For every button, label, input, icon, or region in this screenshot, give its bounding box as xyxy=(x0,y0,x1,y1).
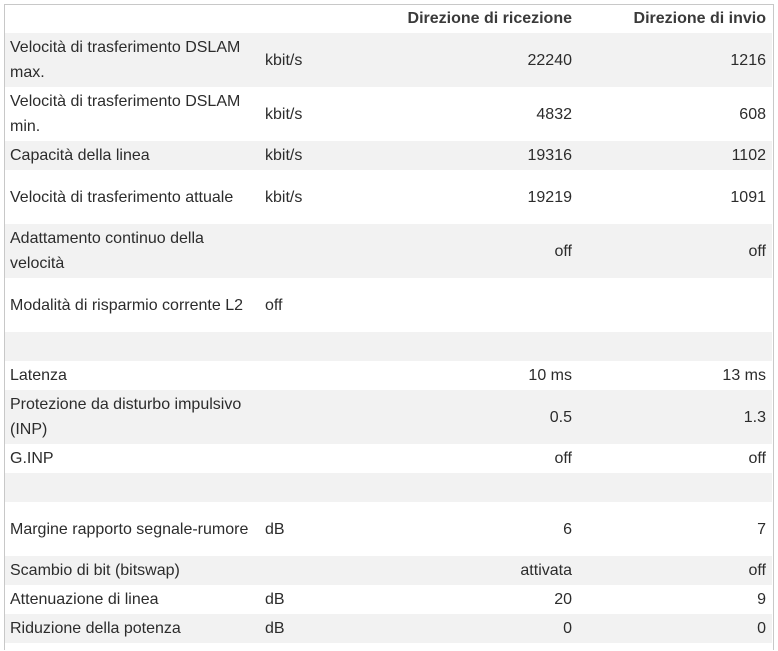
header-rx: Direzione di ricezione xyxy=(335,5,578,33)
row-rx-value: 0.5 xyxy=(335,390,578,444)
row-rx-value xyxy=(335,473,578,502)
row-tx-value: off xyxy=(578,556,772,585)
row-label: Velocità di trasferimento DSLAM min. xyxy=(10,93,241,135)
row-tx-value: 608 xyxy=(739,105,766,123)
row-unit: kbit/s xyxy=(265,105,303,123)
row-unit: dB xyxy=(265,520,285,538)
row-tx-value: 1.3 xyxy=(578,390,772,444)
table-row xyxy=(5,502,772,556)
row-label: G.INP xyxy=(10,450,54,467)
row-rx-value: 19316 xyxy=(335,141,578,170)
row-tx-value: 1102 xyxy=(578,141,772,170)
table-row xyxy=(5,33,772,87)
row-label: Capacità della linea xyxy=(5,141,260,170)
table-row xyxy=(5,361,772,390)
row-label: Scambio di bit (bitswap) xyxy=(5,556,260,585)
row-rx-value: attivata xyxy=(335,556,578,585)
row-unit: dB xyxy=(265,591,285,608)
row-label: Latenza xyxy=(10,367,67,384)
row-tx-value: 13 ms xyxy=(722,367,766,384)
row-tx-value xyxy=(578,332,772,361)
row-label: Margine rapporto segnale-rumore xyxy=(10,520,249,538)
row-unit xyxy=(260,390,335,444)
row-unit xyxy=(260,444,335,473)
row-tx-value: 9 xyxy=(757,591,766,608)
row-rx-value: 6 xyxy=(563,520,572,538)
row-unit: kbit/s xyxy=(265,188,303,206)
table-row xyxy=(5,444,772,473)
table-row xyxy=(5,614,772,643)
table-row xyxy=(5,390,772,444)
row-label: Adattamento continuo della velocità xyxy=(5,224,260,278)
row-rx-value: 20 xyxy=(554,591,572,608)
row-label: Modalità di risparmio corrente L2 xyxy=(10,296,243,314)
row-unit xyxy=(260,361,335,390)
row-label: Velocità di trasferimento attuale xyxy=(10,188,234,206)
row-unit xyxy=(260,332,335,361)
row-tx-value: 1216 xyxy=(578,33,772,87)
table-row xyxy=(5,585,772,614)
row-tx-value: 0 xyxy=(578,614,772,643)
header-label-cell xyxy=(5,5,260,33)
row-rx-value: 19219 xyxy=(527,188,572,206)
row-unit: dB xyxy=(260,614,335,643)
row-unit: kbit/s xyxy=(260,33,335,87)
row-rx-value: off xyxy=(335,224,578,278)
row-label: Velocità di trasferimento DSLAM max. xyxy=(5,33,260,87)
row-label: Riduzione della potenza xyxy=(5,614,260,643)
row-unit xyxy=(260,224,335,278)
table-row xyxy=(5,141,772,170)
row-tx-value: 1091 xyxy=(730,188,766,206)
table-row xyxy=(5,170,772,224)
table-row xyxy=(5,87,772,141)
row-rx-value xyxy=(335,278,578,332)
row-tx-value: off xyxy=(578,224,772,278)
table-row xyxy=(5,278,772,332)
table-row xyxy=(5,556,772,585)
row-label: Protezione da disturbo impulsivo (INP) xyxy=(5,390,260,444)
row-rx-value: 0 xyxy=(335,614,578,643)
header-unit-cell xyxy=(260,5,335,33)
table-row xyxy=(5,224,772,278)
dsl-info-table xyxy=(5,5,772,643)
row-unit xyxy=(260,556,335,585)
row-rx-value xyxy=(335,332,578,361)
row-label xyxy=(5,473,260,502)
row-unit xyxy=(260,473,335,502)
table-row-spacer xyxy=(5,332,772,361)
row-label xyxy=(5,332,260,361)
table-row-spacer xyxy=(5,473,772,502)
row-rx-value: 22240 xyxy=(335,33,578,87)
row-tx-value: off xyxy=(748,450,766,467)
row-rx-value: 4832 xyxy=(536,105,572,123)
table-header-row xyxy=(5,5,772,33)
row-tx-value xyxy=(578,473,772,502)
row-rx-value: 10 ms xyxy=(528,367,572,384)
row-unit: off xyxy=(265,296,283,314)
row-tx-value: 7 xyxy=(757,520,766,538)
header-tx: Direzione di invio xyxy=(578,5,772,33)
row-unit: kbit/s xyxy=(260,141,335,170)
row-label: Attenuazione di linea xyxy=(10,591,159,608)
row-tx-value xyxy=(578,278,772,332)
row-rx-value: off xyxy=(554,450,572,467)
